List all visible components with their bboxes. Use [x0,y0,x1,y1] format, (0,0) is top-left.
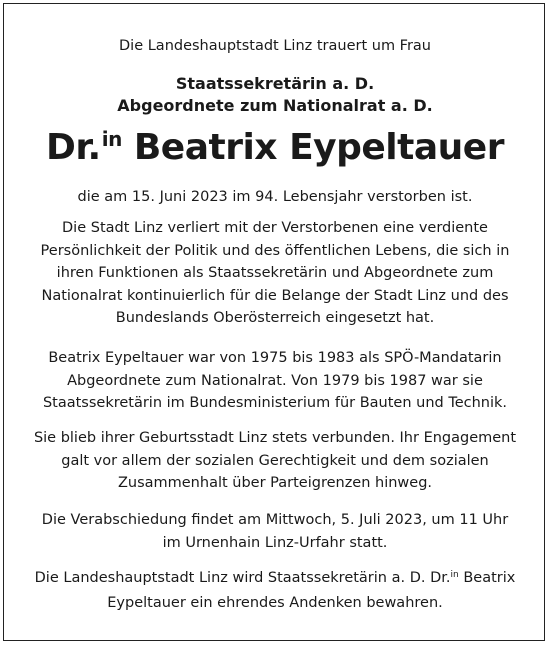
paragraph-line: Sie blieb ihrer Geburtsstadt Linz stets verbunden. Ihr Engagement [33,430,517,446]
paragraph-tribute [0,217,550,330]
name-prefix: Dr. [46,127,101,168]
paragraph-line: Die Verabschiedung findet am Mittwoch, 5. Juli 2023, um 11 Uhr [41,512,509,528]
paragraph-line: Zusammenhalt über Parteigrenzen hinweg. [117,475,433,492]
paragraph-line: Die Stadt Linz verliert mit der Verstorbenen eine verdiente [62,220,488,236]
paragraph-line: ihren Funktionen als Staatssekretärin und Abgeordnete zum [56,265,494,282]
name-text: Beatrix Eypeltauer [133,127,504,168]
deceased-name [0,124,550,176]
paragraph-line: Eypeltauer ein ehrendes Andenken bewahren. [107,594,443,611]
name-prefix-superscript: in [101,127,122,151]
paragraph-engagement [0,427,550,495]
paragraph-line: galt vor allem der sozialen Gerechtigkeit und dem sozialen [61,452,489,469]
paragraph-line: Persönlichkeit der Politik und des öffentlichen Lebens, die sich in [40,242,510,259]
paragraph-line: Staatssekretärin im Bundesministerium für Bauten und Technik. [42,395,508,412]
intro-line: Die Landeshauptstadt Linz trauert um Frau [119,38,431,54]
remembrance-text-start: Die Landeshauptstadt Linz wird Staatssekretärin a. D. Dr. [34,570,451,586]
paragraph-line: Beatrix Eypeltauer war von 1975 bis 1983 als SPÖ-Mandatarin [48,350,502,366]
paragraph-career [0,347,550,415]
paragraph-remembrance [0,567,550,614]
paragraph-line [0,567,550,592]
paragraph-line: im Urnenhain Linz-Urfahr statt. [162,534,388,551]
paragraph-line: Bundeslands Oberösterreich eingesetzt hat. [115,310,435,327]
honorific-titles [0,73,550,117]
title-state-secretary: Staatssekretärin a. D. [175,74,375,93]
paragraph-farewell [0,509,550,554]
remembrance-title-superscript: in [450,570,459,580]
paragraph-line: Abgeordnete zum Nationalrat. Von 1979 bis 1987 war sie [67,372,483,389]
paragraph-line: Nationalrat kontinuierlich für die Belange der Stadt Linz und des [41,287,509,304]
death-date-line: die am 15. Juni 2023 im 94. Lebensjahr verstorben ist. [77,189,473,205]
remembrance-text-end: Beatrix [458,570,516,586]
title-national-council: Abgeordnete zum Nationalrat a. D. [117,96,433,115]
